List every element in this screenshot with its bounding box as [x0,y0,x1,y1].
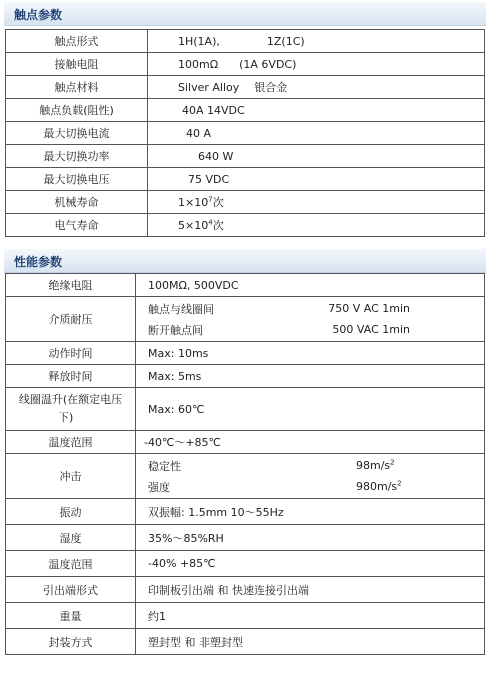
row-value [136,297,485,342]
table-row [6,76,485,99]
row-value: 约1 [136,603,485,629]
row-label: 触点材料 [6,76,148,99]
value-part: 5×10 [178,219,209,232]
table-row [6,603,485,629]
row-value: -40℃～+85℃ [136,431,485,454]
performance-params-header [4,249,486,273]
table-row [6,122,485,145]
label-line: 下) [58,411,74,424]
sub-label: 稳定性 [148,459,181,473]
row-value [148,30,485,53]
row-label: 最大切换电压 [6,168,148,191]
contact-params-header [4,2,486,26]
table-row [6,30,485,53]
value-part: Silver Alloy [178,81,240,94]
sub-label: 强度 [148,480,170,494]
row-label: 最大切换功率 [6,145,148,168]
table-row [6,525,485,551]
value-part: 1Z(1C) [266,34,305,48]
sub-line [148,455,484,476]
table-row [6,551,485,577]
row-value: Max: 10ms [136,342,485,365]
row-value: 100MΩ, 500VDC [136,274,485,297]
exponent: 7 [208,195,213,204]
table-row [6,297,485,342]
contact-params-title: 触点参数 [14,8,63,22]
row-value: 印制板引出端 和 快速连接引出端 [136,577,485,603]
row-label [6,388,136,431]
row-value: Max: 60℃ [136,388,485,431]
row-value [148,191,485,214]
label-line: 线圈温升(在额定电压 [18,393,123,406]
row-value: 40 A [148,122,485,145]
sub-label: 触点与线圈间 [148,302,214,316]
contact-params-table [5,29,485,237]
row-label: 封装方式 [6,629,136,655]
table-row [6,388,485,431]
row-value: 40A 14VDC [148,99,485,122]
row-value: 双振幅: 1.5mm 10～55Hz [136,499,485,525]
value-part: 1H(1A), [178,34,220,48]
row-label: 振动 [6,499,136,525]
table-row [6,365,485,388]
row-value [148,53,485,76]
row-value [136,454,485,499]
row-label: 引出端形式 [6,577,136,603]
row-label: 冲击 [6,454,136,499]
sub-value: 500 VAC 1min [332,323,410,336]
table-row [6,454,485,499]
value-part: 银合金 [254,81,288,94]
table-row [6,577,485,603]
row-label: 介质耐压 [6,297,136,342]
row-label: 机械寿命 [6,191,148,214]
sub-line [148,319,484,340]
row-value [148,214,485,237]
unit: 次 [212,219,224,232]
row-value: 塑封型 和 非塑封型 [136,629,485,655]
row-label: 绝缘电阻 [6,274,136,297]
sub-line [148,298,484,319]
performance-params-title: 性能参数 [14,255,63,269]
table-row [6,499,485,525]
exponent: 2 [397,479,402,488]
row-label: 触点负载(阻性) [6,99,148,122]
table-row [6,431,485,454]
row-label: 湿度 [6,525,136,551]
row-label: 重量 [6,603,136,629]
sub-value [356,459,395,472]
table-row [6,168,485,191]
value-part: 100mΩ [178,57,219,71]
row-label: 温度范围 [6,551,136,577]
table-row [6,53,485,76]
row-value: Max: 5ms [136,365,485,388]
row-label: 触点形式 [6,30,148,53]
unit: 次 [212,196,224,209]
table-row [6,214,485,237]
sub-value: 750 V AC 1min [328,302,410,315]
row-label: 电气寿命 [6,214,148,237]
row-value [148,76,485,99]
table-row [6,99,485,122]
row-label: 最大切换电流 [6,122,148,145]
performance-params-table [5,273,485,655]
table-row [6,629,485,655]
row-value: 75 VDC [148,168,485,191]
row-value: 640 W [148,145,485,168]
sub-line [148,476,484,497]
value-part: 98m/s [356,459,391,472]
value-part: 980m/s [356,480,398,493]
exponent: 4 [208,218,213,227]
row-value: -40% +85℃ [136,551,485,577]
value-part: 1×10 [178,196,209,209]
row-label: 温度范围 [6,431,136,454]
sub-value [356,480,402,493]
table-row [6,191,485,214]
table-row [6,145,485,168]
row-label: 释放时间 [6,365,136,388]
table-row [6,274,485,297]
sub-label: 断开触点间 [148,323,203,337]
table-row [6,342,485,365]
value-part: (1A 6VDC) [239,57,297,71]
row-label: 接触电阻 [6,53,148,76]
exponent: 2 [390,458,395,467]
row-value: 35%～85%RH [136,525,485,551]
row-label: 动作时间 [6,342,136,365]
